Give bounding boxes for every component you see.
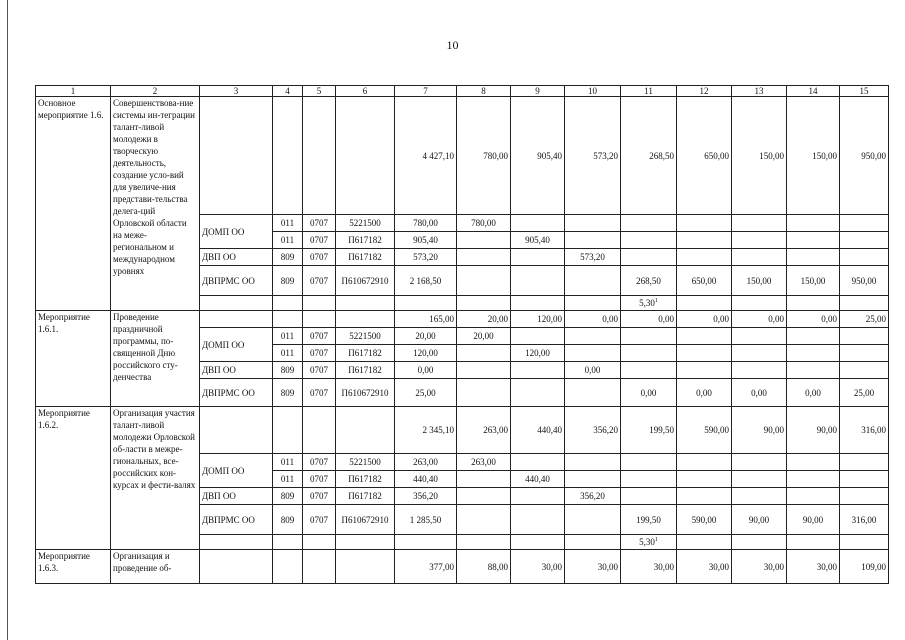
measure-description-cell: Проведение праздничной программы, по-священной Дню российского сту-денчества [111,311,200,407]
total-cell: 0,00 [732,311,787,328]
code-cell: П617182 [336,362,395,379]
scan-edge-line [7,0,8,640]
amount-cell: 120,00 [395,345,457,362]
amount-cell [511,328,565,345]
amount-cell: 20,00 [457,328,511,345]
header-cell: 1 [36,86,111,97]
measure-name-cell: Мероприятие 1.6.3. [36,550,111,584]
code-cell: 0707 [303,232,336,249]
total-cell: 88,00 [457,550,511,584]
code-cell: 0707 [303,471,336,488]
amount-cell [457,232,511,249]
amount-cell: 2 168,50 [395,266,457,296]
header-cell: 5 [303,86,336,97]
header-row [36,86,889,97]
total-cell: 440,40 [511,407,565,454]
amount-cell: 0,00 [732,379,787,407]
code-cell: 809 [273,379,303,407]
measure-description-cell: Организация участия талант-ливой молодежи Орловской об-ласти в межре-гиональных, все-российских кон-курсах и фести-валях [111,407,200,550]
code-cell: 0707 [303,266,336,296]
code-cell: 0707 [303,505,336,535]
code-cell: 5221500 [336,454,395,471]
header-cell: 4 [273,86,303,97]
code-cell: 0707 [303,249,336,266]
header-cell: 11 [621,86,677,97]
amount-cell: 316,00 [840,505,889,535]
department-label: ДВП ОО [200,249,273,266]
table-row [36,311,889,328]
total-cell: 905,40 [511,97,565,215]
total-cell: 780,00 [457,97,511,215]
total-cell: 90,00 [732,407,787,454]
amount-cell: 573,20 [395,249,457,266]
amount-cell [457,345,511,362]
header-cell: 14 [787,86,840,97]
amount-cell: 0,00 [787,379,840,407]
total-cell: 650,00 [677,97,732,215]
amount-cell [511,215,565,232]
total-cell: 0,00 [565,311,621,328]
code-cell: 809 [273,266,303,296]
code-cell: П617182 [336,471,395,488]
header-cell: 7 [395,86,457,97]
header-cell: 6 [336,86,395,97]
footnote-cell [621,535,677,550]
total-cell: 120,00 [511,311,565,328]
total-cell: 30,00 [677,550,732,584]
total-cell: 30,00 [511,550,565,584]
code-cell: 5221500 [336,215,395,232]
code-cell: 011 [273,328,303,345]
total-cell: 950,00 [840,97,889,215]
amount-cell: 25,00 [395,379,457,407]
code-cell: 0707 [303,488,336,505]
footnote-marker: 1 [654,298,658,304]
measure-description-cell: Организация и проведение об- [111,550,200,584]
code-cell: П617182 [336,249,395,266]
footnote-marker: 1 [654,537,658,543]
amount-cell: 905,40 [395,232,457,249]
department-label: ДВПРМС ОО [200,505,273,535]
amount-cell [511,454,565,471]
total-cell: 20,00 [457,311,511,328]
total-cell: 109,00 [840,550,889,584]
code-cell: 011 [273,454,303,471]
measure-name-cell: Мероприятие 1.6.2. [36,407,111,550]
total-cell: 90,00 [787,407,840,454]
total-cell: 4 427,10 [395,97,457,215]
header-cell: 2 [111,86,200,97]
code-cell: П610672910 [336,505,395,535]
amount-cell: 0,00 [565,362,621,379]
header-cell: 15 [840,86,889,97]
code-cell: 0707 [303,345,336,362]
amount-cell: 90,00 [732,505,787,535]
amount-cell: 1 285,50 [395,505,457,535]
amount-cell: 440,40 [395,471,457,488]
header-cell: 3 [200,86,273,97]
amount-cell: 0,00 [395,362,457,379]
amount-cell: 356,20 [565,488,621,505]
total-cell: 2 345,10 [395,407,457,454]
code-cell: 809 [273,362,303,379]
code-cell: 0707 [303,379,336,407]
total-cell: 590,00 [677,407,732,454]
code-cell: 0707 [303,328,336,345]
page-number: 10 [446,38,459,52]
amount-cell: 440,40 [511,471,565,488]
department-label: ДОМП ОО [200,215,273,249]
code-cell: 011 [273,232,303,249]
amount-cell: 263,00 [395,454,457,471]
amount-cell: 356,20 [395,488,457,505]
footnote-cell [621,296,677,311]
department-label: ДОМП ОО [200,328,273,362]
code-cell: П610672910 [336,379,395,407]
department-label: ДОМП ОО [200,454,273,488]
total-cell: 377,00 [395,550,457,584]
amount-cell: 590,00 [677,505,732,535]
total-cell: 150,00 [787,97,840,215]
amount-cell: 0,00 [677,379,732,407]
amount-cell: 263,00 [457,454,511,471]
code-cell: П617182 [336,345,395,362]
code-cell: 5221500 [336,328,395,345]
amount-cell: 199,50 [621,505,677,535]
amount-cell: 573,20 [565,249,621,266]
table-row [36,550,889,584]
total-cell: 0,00 [621,311,677,328]
total-cell: 356,20 [565,407,621,454]
total-cell: 30,00 [732,550,787,584]
amount-cell: 268,50 [621,266,677,296]
code-cell: 0707 [303,454,336,471]
amount-cell: 780,00 [395,215,457,232]
header-cell: 8 [457,86,511,97]
header-cell: 9 [511,86,565,97]
code-cell: П617182 [336,488,395,505]
total-cell: 30,00 [621,550,677,584]
total-cell: 30,00 [787,550,840,584]
amount-cell: 120,00 [511,345,565,362]
total-cell: 199,50 [621,407,677,454]
total-cell: 316,00 [840,407,889,454]
department-label: ДВПРМС ОО [200,379,273,407]
amount-cell: 20,00 [395,328,457,345]
measure-name-cell: Основное мероприятие 1.6. [36,97,111,311]
amount-cell: 25,00 [840,379,889,407]
total-cell: 150,00 [732,97,787,215]
measure-name-cell: Мероприятие 1.6.1. [36,311,111,407]
amount-cell: 150,00 [787,266,840,296]
footnote-value: 5,30 [639,537,655,547]
code-cell: 0707 [303,362,336,379]
department-label: ДВП ОО [200,362,273,379]
header-cell: 12 [677,86,732,97]
header-cell: 10 [565,86,621,97]
code-cell: 809 [273,488,303,505]
measure-description-cell: Совершенствова-ние системы ин-теграции талант-ливой молодежи в творческую деятельность, создание усло-вий для увеличе-ния представи-тельства делега-ций Орловской области на меже-региональном и международном уровнях [111,97,200,311]
amount-cell [457,471,511,488]
code-cell: 0707 [303,215,336,232]
total-cell: 268,50 [621,97,677,215]
department-label: ДВП ОО [200,488,273,505]
code-cell: 809 [273,505,303,535]
total-cell: 25,00 [840,311,889,328]
total-cell: 30,00 [565,550,621,584]
amount-cell: 780,00 [457,215,511,232]
total-cell: 165,00 [395,311,457,328]
code-cell: 809 [273,249,303,266]
department-label: ДВПРМС ОО [200,266,273,296]
amount-cell: 950,00 [840,266,889,296]
amount-cell: 90,00 [787,505,840,535]
amount-cell: 0,00 [621,379,677,407]
footnote-value: 5,30 [639,298,655,308]
code-cell: 011 [273,215,303,232]
code-cell: 011 [273,471,303,488]
code-cell: П610672910 [336,266,395,296]
total-cell: 263,00 [457,407,511,454]
amount-cell: 905,40 [511,232,565,249]
table-row [36,97,889,215]
header-cell: 13 [732,86,787,97]
table-row [36,407,889,454]
total-cell: 0,00 [677,311,732,328]
total-cell: 573,20 [565,97,621,215]
budget-table [35,85,889,584]
amount-cell: 650,00 [677,266,732,296]
code-cell: 011 [273,345,303,362]
total-cell: 0,00 [787,311,840,328]
code-cell: П617182 [336,232,395,249]
amount-cell: 150,00 [732,266,787,296]
